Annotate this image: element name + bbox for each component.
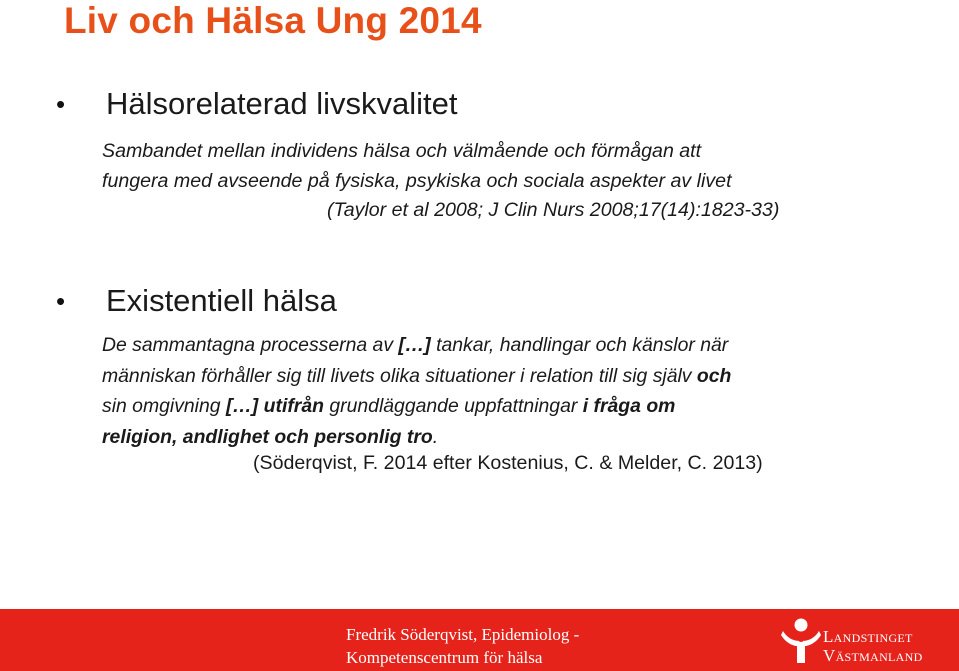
bullet-dot: • [56, 89, 66, 119]
definition-paragraph [102, 330, 731, 452]
footer-author [346, 623, 579, 669]
footer-bar [0, 609, 959, 671]
definition-line: Sambandet mellan individens hälsa och välmående och förmågan att [102, 140, 702, 162]
bullet-dot: • [56, 286, 66, 316]
text-run: . [432, 425, 439, 448]
text-run-bold: […] [398, 334, 431, 356]
text-run-bold: i fråga om [582, 395, 676, 417]
bullet-health-related-quality [56, 86, 457, 122]
logo-wordmark [823, 627, 923, 665]
text-run: De sammantagna processerna av [102, 334, 399, 356]
section-heading: Existentiell hälsa [106, 283, 337, 318]
landstinget-logo [780, 617, 950, 665]
text-run-bold: religion, andlighet och personlig tro [102, 425, 433, 448]
section-heading: Hälsorelaterad livskvalitet [106, 86, 458, 121]
definition-line: fungera med avseende på fysiska, psykiska och sociala aspekter av livet [102, 169, 732, 192]
footer-author-line: Fredrik Söderqvist, Epidemiolog - [346, 625, 580, 644]
logo-line: Västmanland [823, 646, 923, 665]
slide-title: Liv och Hälsa Ung 2014 [64, 0, 482, 41]
footer-author-line: Kompetenscentrum för hälsa [346, 648, 543, 667]
text-run: grundläggande uppfattningar [323, 395, 583, 417]
definition-line [102, 361, 731, 392]
text-run: människan förhåller sig till livets olika situationer i relation till sig själv [102, 364, 697, 387]
definition-paragraph [102, 137, 779, 226]
definition-line [102, 422, 731, 453]
reference-citation: (Söderqvist, F. 2014 efter Kostenius, C. & Melder, C. 2013) [253, 452, 763, 474]
text-run-bold: och [696, 364, 732, 387]
definition-line [102, 330, 731, 361]
text-run-bold: […] utifrån [225, 395, 324, 417]
text-run: sin omgivning [102, 395, 226, 417]
reference-citation: (Taylor et al 2008; J Clin Nurs 2008;17(14):1823-33) [327, 199, 780, 221]
bullet-existential-health [56, 283, 337, 319]
definition-line [102, 391, 731, 422]
logo-line: Landstinget [823, 627, 913, 646]
person-figure-icon [780, 617, 822, 665]
text-run: tankar, handlingar och känslor när [430, 334, 729, 356]
